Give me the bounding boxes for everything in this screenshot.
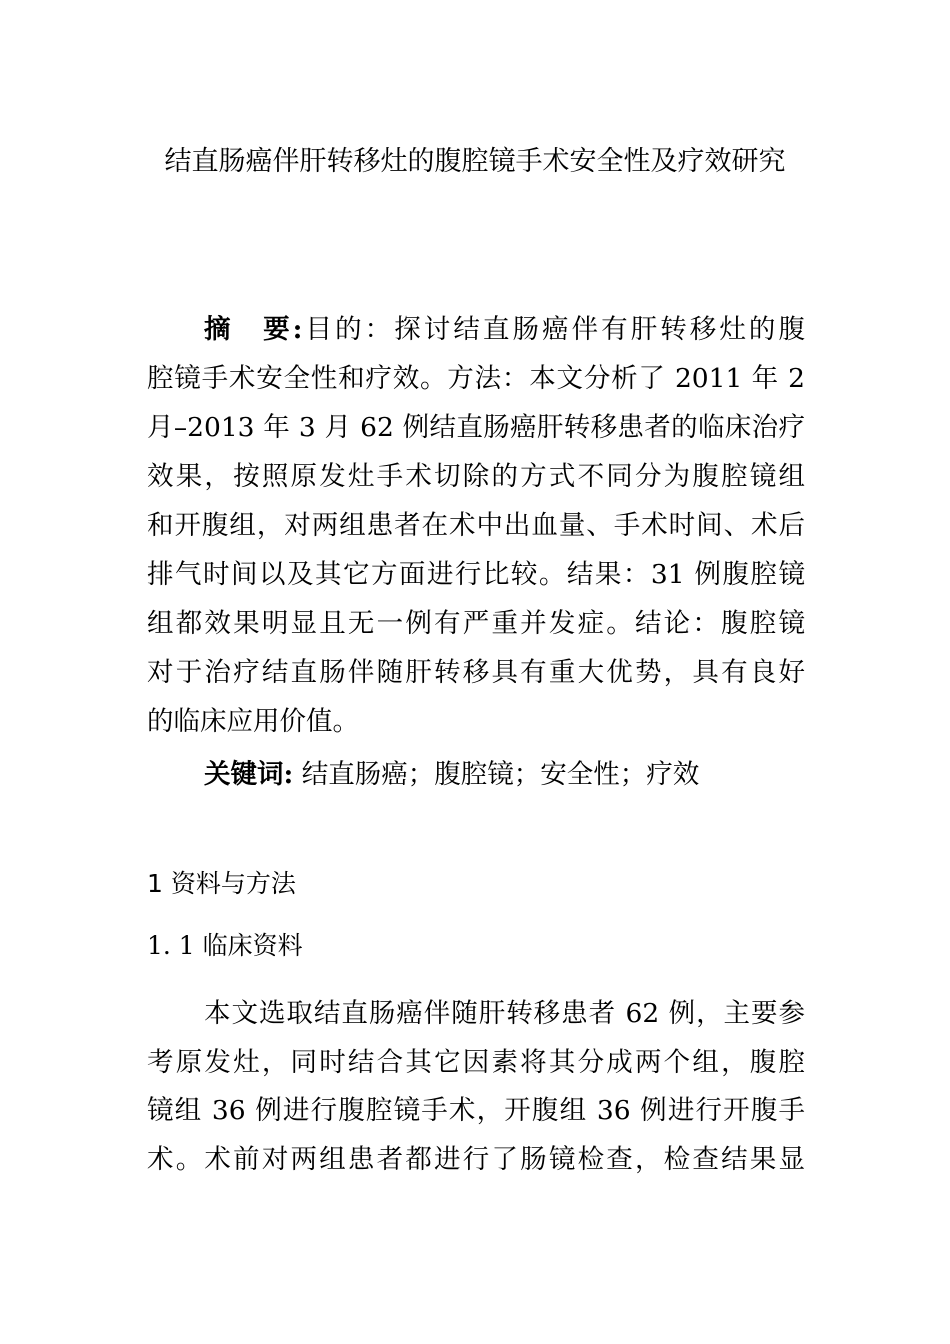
abstract-line: 的临床应用价值。 bbox=[147, 706, 359, 737]
subsection-heading: 1. 1 临床资料 bbox=[147, 931, 303, 960]
abstract-line: 月–2013 年 3 月 62 例结直肠癌肝转移患者的临床治疗 bbox=[147, 412, 805, 443]
abstract-line: 摘 要:目的：探讨结直肠癌伴有肝转移灶的腹 bbox=[204, 314, 805, 345]
abstract-line: 腔镜手术安全性和疗效。方法：本文分析了 2011 年 2 bbox=[147, 363, 805, 394]
body-line: 本文选取结直肠癌伴随肝转移患者 62 例，主要参 bbox=[204, 998, 805, 1029]
abstract-line: 效果，按照原发灶手术切除的方式不同分为腹腔镜组 bbox=[147, 461, 805, 492]
abstract-line: 排气时间以及其它方面进行比较。结果：31 例腹腔镜 bbox=[147, 559, 805, 590]
section-heading: 1 资料与方法 bbox=[147, 869, 296, 898]
keywords-label: 关键词: bbox=[204, 759, 294, 790]
abstract-line: 和开腹组，对两组患者在术中出血量、手术时间、术后 bbox=[147, 510, 805, 541]
body-line: 考原发灶，同时结合其它因素将其分成两个组，腹腔 bbox=[147, 1046, 805, 1078]
abstract-line: 对于治疗结直肠伴随肝转移具有重大优势，具有良好 bbox=[147, 657, 805, 688]
abstract bbox=[147, 305, 805, 746]
body-line: 镜组 36 例进行腹腔镜手术，开腹组 36 例进行开腹手 bbox=[147, 1095, 805, 1126]
keywords bbox=[204, 750, 699, 799]
body-line: 术。术前对两组患者都进行了肠镜检查，检查结果显 bbox=[147, 1143, 805, 1175]
keywords-text: 结直肠癌；腹腔镜；安全性；疗效 bbox=[301, 759, 700, 790]
paper-title: 结直肠癌伴肝转移灶的腹腔镜手术安全性及疗效研究 bbox=[164, 146, 786, 177]
section-body bbox=[147, 990, 805, 1184]
abstract-line: 组都效果明显且无一例有严重并发症。结论：腹腔镜 bbox=[147, 608, 805, 639]
abstract-label: 摘 要: bbox=[204, 314, 303, 345]
